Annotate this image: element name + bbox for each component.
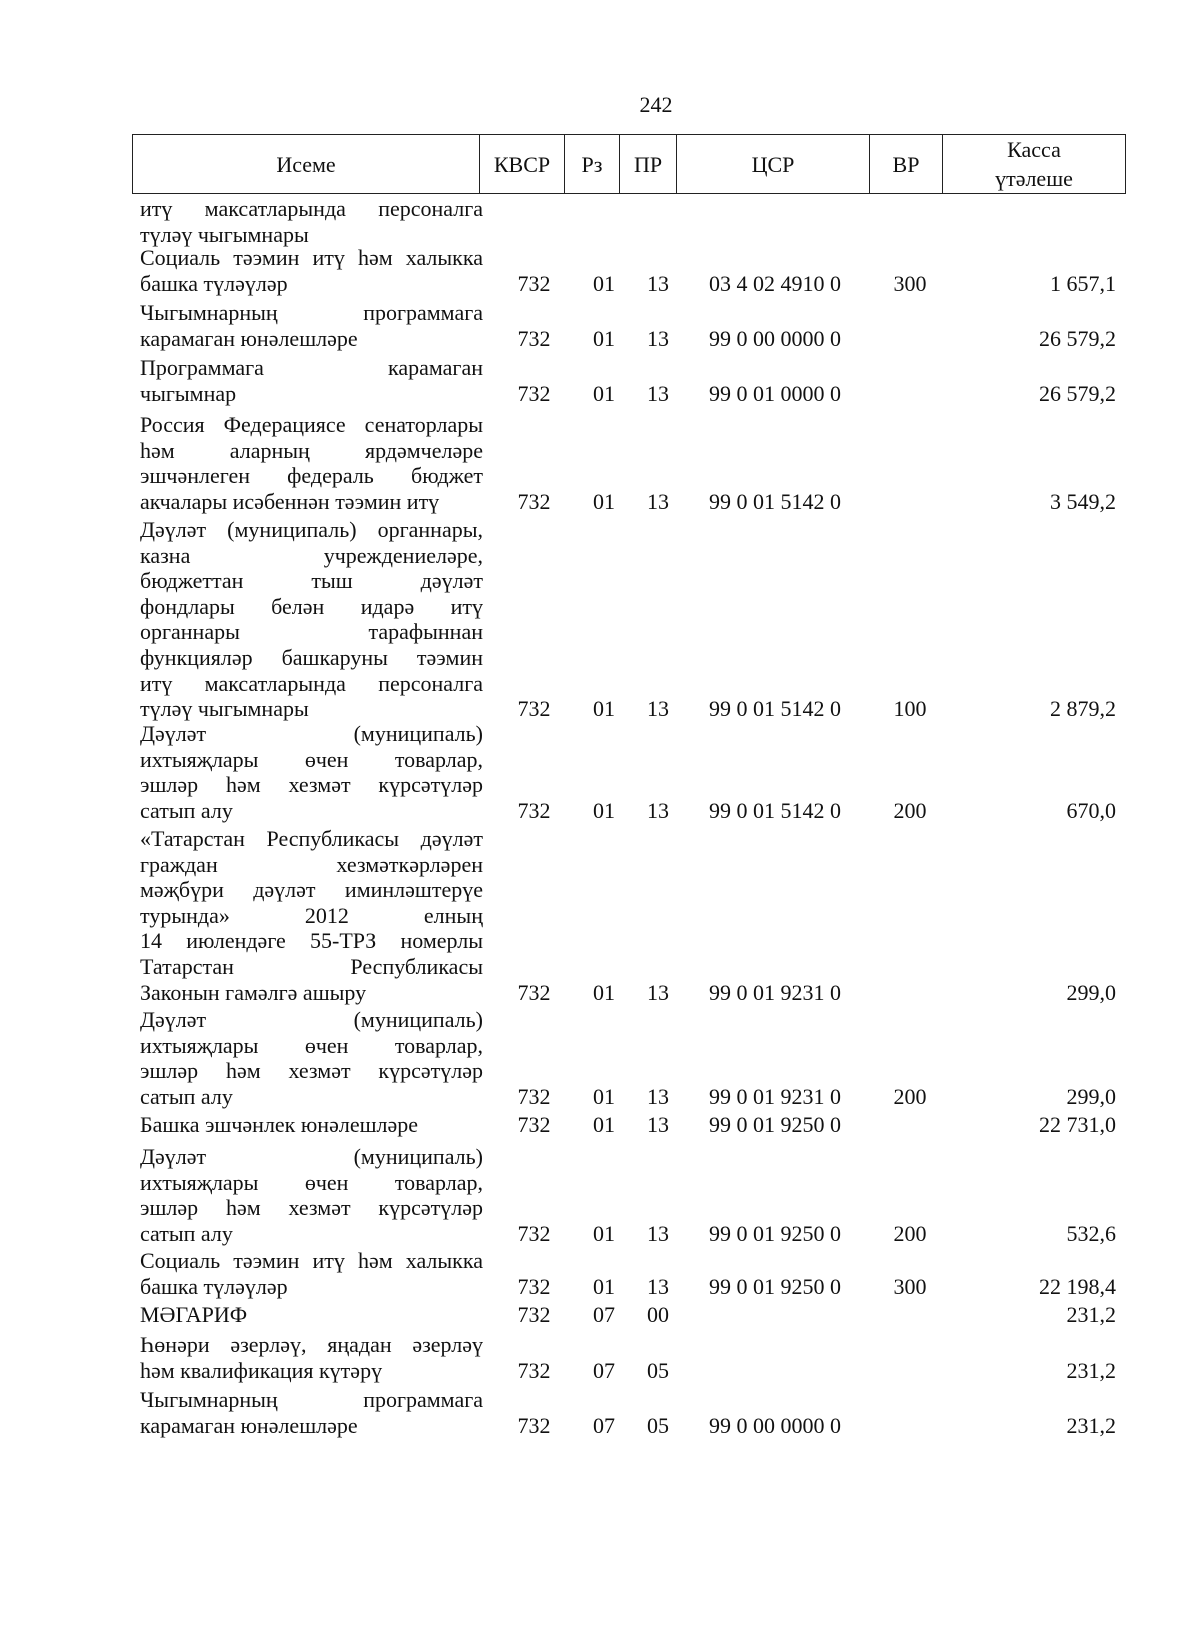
row-kvsr: 732 xyxy=(517,797,551,823)
row-name-line: функцияләр башкаруны тәэмин xyxy=(140,644,483,670)
row-name-line: 14 июлендәге 55-ТРЗ номерлы xyxy=(140,928,483,954)
row-name xyxy=(140,300,483,351)
row-sum: 26 579,2 xyxy=(1039,325,1116,351)
row-name-line: турында» 2012 елның xyxy=(140,902,483,928)
row-name-line: Дәүләт (муниципаль) xyxy=(140,721,483,746)
row-csr: 03 4 02 4910 0 xyxy=(709,270,841,296)
header-name: Исеме xyxy=(133,135,480,194)
row-sum: 299,0 xyxy=(1066,1083,1116,1109)
row-kvsr: 732 xyxy=(517,696,551,722)
row-name-line: сатып алу xyxy=(140,1220,233,1246)
row-name xyxy=(140,1302,483,1328)
row-pr: 05 xyxy=(647,1412,669,1438)
row-rz: 01 xyxy=(593,1273,615,1299)
row-rz: 01 xyxy=(593,979,615,1005)
row-rz: 07 xyxy=(593,1302,615,1327)
row-name-line: чыгымнар xyxy=(140,380,237,406)
row-pr: 13 xyxy=(647,1083,669,1109)
row-rz: 01 xyxy=(593,1220,615,1246)
row-sum: 2 879,2 xyxy=(1050,696,1116,722)
row-csr: 99 0 01 0000 0 xyxy=(709,380,841,406)
row-csr: 99 0 01 9250 0 xyxy=(709,1273,841,1299)
row-name-line: эшләр һәм хезмәт күрсәтүләр xyxy=(140,1058,483,1084)
row-rz: 01 xyxy=(593,696,615,722)
header-pr: ПР xyxy=(620,135,677,194)
row-name-line: эшләр һәм хезмәт күрсәтүләр xyxy=(140,772,483,798)
row-name-line: карамаган юнәлешләре xyxy=(140,1412,358,1438)
row-name-line: итү максатларында персоналга xyxy=(140,670,483,696)
row-sum: 26 579,2 xyxy=(1039,380,1116,406)
row-name-line: итү максатларында персоналга xyxy=(140,196,483,221)
row-vr: 200 xyxy=(893,1083,927,1109)
row-csr: 99 0 01 9250 0 xyxy=(709,1112,841,1137)
row-name-line: Россия Федерациясе сенаторлары xyxy=(140,412,483,437)
row-name xyxy=(140,412,483,514)
row-rz: 01 xyxy=(593,325,615,351)
row-name-line: Социаль тәэмин итү һәм халыкка xyxy=(140,245,483,270)
row-pr: 13 xyxy=(647,797,669,823)
row-name-line: эшчәнлеген федераль бюджет xyxy=(140,463,483,489)
row-sum: 299,0 xyxy=(1066,979,1116,1005)
row-pr: 13 xyxy=(647,1112,669,1137)
header-kvsr: КВСР xyxy=(480,135,565,194)
row-pr: 00 xyxy=(647,1302,669,1327)
row-name-line: фондлары белән идарә итү xyxy=(140,593,483,619)
row-pr: 13 xyxy=(647,325,669,351)
row-kvsr: 732 xyxy=(517,270,551,296)
row-kvsr: 732 xyxy=(517,1083,551,1109)
header-rz: Рз xyxy=(565,135,620,194)
row-csr: 99 0 00 0000 0 xyxy=(709,1412,841,1438)
row-name-line: бюджеттан тыш дәүләт xyxy=(140,568,483,594)
row-pr: 13 xyxy=(647,380,669,406)
row-kvsr: 732 xyxy=(517,979,551,1005)
row-csr: 99 0 01 9250 0 xyxy=(709,1220,841,1246)
row-sum: 22 731,0 xyxy=(1039,1112,1116,1137)
row-csr: 99 0 01 9231 0 xyxy=(709,979,841,1005)
row-name xyxy=(140,196,483,247)
row-kvsr: 732 xyxy=(517,1112,551,1137)
row-rz: 01 xyxy=(593,1083,615,1109)
row-name xyxy=(140,826,483,1005)
row-sum: 231,2 xyxy=(1066,1412,1116,1438)
row-name xyxy=(140,245,483,296)
row-pr: 13 xyxy=(647,270,669,296)
row-name-line: мәҗбүри дәүләт иминләштерүе xyxy=(140,877,483,903)
row-rz: 01 xyxy=(593,270,615,296)
row-name xyxy=(140,1144,483,1246)
row-name xyxy=(140,721,483,823)
row-name-line: башка түләүләр xyxy=(140,270,288,296)
row-name-line: Дәүләт (муниципаль) xyxy=(140,1144,483,1169)
row-vr: 200 xyxy=(893,1220,927,1246)
row-name xyxy=(140,1112,483,1138)
row-name-line: казна учреждениеләре, xyxy=(140,542,483,568)
row-rz: 01 xyxy=(593,797,615,823)
row-name-line: акчалары исәбеннән тәэмин итү xyxy=(140,488,440,514)
row-name-line: карамаган юнәлешләре xyxy=(140,325,358,351)
row-name xyxy=(140,517,483,722)
row-sum: 231,2 xyxy=(1066,1357,1116,1383)
header-vr: ВР xyxy=(870,135,943,194)
row-kvsr: 732 xyxy=(517,1220,551,1246)
row-name-line: Дәүләт (муниципаль) органнары, xyxy=(140,517,483,542)
row-name-line: сатып алу xyxy=(140,797,233,823)
row-pr: 13 xyxy=(647,696,669,722)
row-name-line: ихтыяҗлары өчен товарлар, xyxy=(140,1169,483,1195)
row-name-line: Башка эшчәнлек юнәлешләре xyxy=(140,1112,419,1137)
row-rz: 07 xyxy=(593,1412,615,1438)
row-csr: 99 0 01 5142 0 xyxy=(709,797,841,823)
row-name-line: Һөнәри әзерләү, яңадан әзерләү xyxy=(140,1332,483,1357)
row-name-line: органнары тарафыннан xyxy=(140,619,483,645)
row-kvsr: 732 xyxy=(517,1412,551,1438)
row-kvsr: 732 xyxy=(517,1302,551,1327)
row-name-line: Дәүләт (муниципаль) xyxy=(140,1007,483,1032)
row-kvsr: 732 xyxy=(517,1357,551,1383)
row-name-line: МӘГАРИФ xyxy=(140,1302,248,1327)
row-sum: 670,0 xyxy=(1066,797,1116,823)
row-name-line: түләү чыгымнары xyxy=(140,696,309,722)
row-vr: 300 xyxy=(893,1273,927,1299)
row-name-line: һәм аларның ярдәмчеләре xyxy=(140,437,483,463)
row-pr: 05 xyxy=(647,1357,669,1383)
row-name-line: сатып алу xyxy=(140,1083,233,1109)
page-number: 242 xyxy=(639,92,673,117)
row-csr: 99 0 00 0000 0 xyxy=(709,325,841,351)
row-sum: 22 198,4 xyxy=(1039,1273,1116,1299)
row-pr: 13 xyxy=(647,979,669,1005)
row-rz: 07 xyxy=(593,1357,615,1383)
row-csr: 99 0 01 5142 0 xyxy=(709,696,841,722)
row-sum: 231,2 xyxy=(1066,1302,1116,1327)
row-name-line: граждан хезмәткәрләрен xyxy=(140,851,483,877)
row-rz: 01 xyxy=(593,380,615,406)
row-name-line: ихтыяҗлары өчен товарлар, xyxy=(140,746,483,772)
header-sum-line2: үтәлеше xyxy=(995,166,1073,191)
row-kvsr: 732 xyxy=(517,380,551,406)
row-csr: 99 0 01 9231 0 xyxy=(709,1083,841,1109)
row-name-line: башка түләүләр xyxy=(140,1273,288,1299)
row-vr: 200 xyxy=(893,797,927,823)
row-name xyxy=(140,1248,483,1299)
row-name-line: Законын гамәлгә ашыру xyxy=(140,979,367,1005)
row-vr: 300 xyxy=(893,270,927,296)
row-sum: 3 549,2 xyxy=(1050,488,1116,514)
row-name-line: эшләр һәм хезмәт күрсәтүләр xyxy=(140,1195,483,1221)
row-sum: 532,6 xyxy=(1066,1220,1116,1246)
row-name-line: Чыгымнарның программага xyxy=(140,1387,483,1412)
row-name xyxy=(140,1007,483,1109)
row-vr: 100 xyxy=(893,696,927,722)
row-name-line: Программага карамаган xyxy=(140,355,483,380)
row-sum: 1 657,1 xyxy=(1050,270,1116,296)
row-name-line: Чыгымнарның программага xyxy=(140,300,483,325)
header-sum-line1: Касса xyxy=(1007,137,1061,162)
row-name-line: түләү чыгымнары xyxy=(140,221,309,247)
row-kvsr: 732 xyxy=(517,488,551,514)
row-name-line: Социаль тәэмин итү һәм халыкка xyxy=(140,1248,483,1273)
row-rz: 01 xyxy=(593,1112,615,1137)
row-name-line: ихтыяҗлары өчен товарлар, xyxy=(140,1032,483,1058)
row-csr: 99 0 01 5142 0 xyxy=(709,488,841,514)
row-kvsr: 732 xyxy=(517,325,551,351)
row-pr: 13 xyxy=(647,1220,669,1246)
row-rz: 01 xyxy=(593,488,615,514)
row-name-line: «Татарстан Республикасы дәүләт xyxy=(140,826,483,851)
row-name-line: һәм квалификация күтәрү xyxy=(140,1357,383,1383)
row-name-line: Татарстан Республикасы xyxy=(140,953,483,979)
row-pr: 13 xyxy=(647,1273,669,1299)
row-pr: 13 xyxy=(647,488,669,514)
row-kvsr: 732 xyxy=(517,1273,551,1299)
row-name xyxy=(140,355,483,406)
row-name xyxy=(140,1332,483,1383)
header-csr: ЦСР xyxy=(677,135,870,194)
row-name xyxy=(140,1387,483,1438)
